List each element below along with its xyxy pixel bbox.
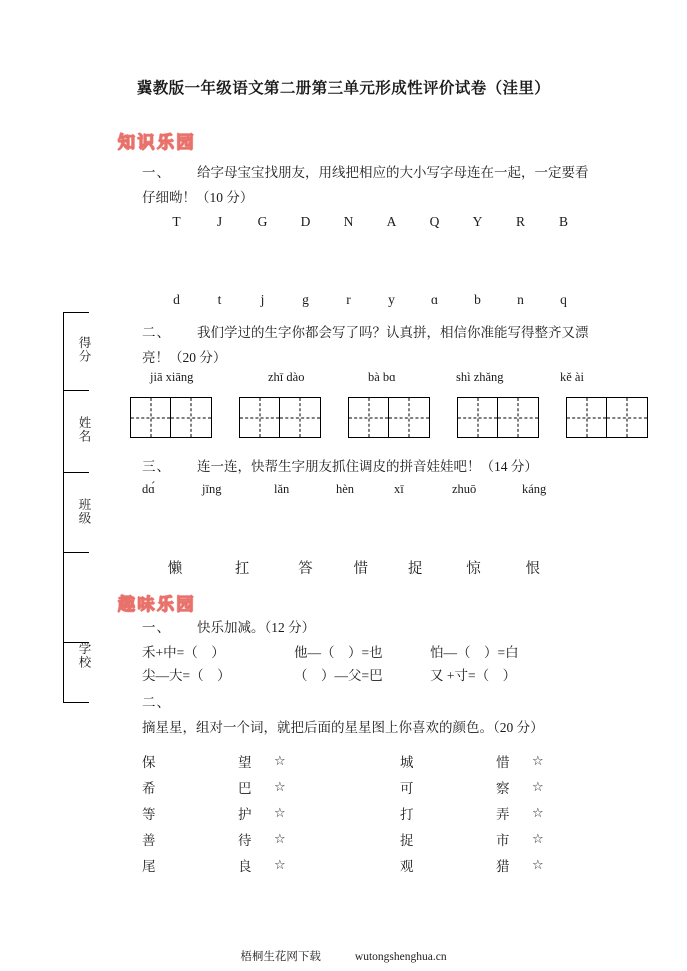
writing-grid-cell[interactable] [171, 397, 212, 438]
star-icon[interactable]: ☆ [274, 857, 286, 873]
star-pair-right-character[interactable]: 市 [496, 833, 510, 848]
arithmetic-row-1 [142, 641, 560, 661]
arithmetic-equation[interactable]: 尖—大=（ ） [142, 668, 231, 683]
writing-grid-cell[interactable] [239, 397, 280, 438]
lowercase-letter: t [217, 292, 222, 307]
star-matching-column-right [400, 748, 544, 878]
uppercase-letter: B [558, 214, 568, 229]
writing-grid-group[interactable] [348, 397, 430, 438]
writing-grid-cell[interactable] [389, 397, 430, 438]
question-body: 我们学过的生字你都会写了吗？认真拼，相信你准能写得整齐又漂亮！（20 分） [142, 325, 589, 365]
star-pair-left-character[interactable]: 尾 [142, 859, 156, 874]
question-number: 一、 [142, 620, 171, 635]
pinyin-group: shì zhǎng [456, 370, 504, 384]
question-number: 二、 [142, 325, 171, 340]
section-stamp-fun: 趣味乐园 [118, 595, 196, 615]
writing-grid-cell[interactable] [348, 397, 389, 438]
star-pair-left-character[interactable]: 可 [400, 781, 414, 796]
rail-label-school: 学校 [77, 642, 91, 669]
star-pair-right-character[interactable]: 猎 [496, 859, 510, 874]
writing-grid-cell[interactable] [130, 397, 171, 438]
matching-character[interactable]: 答 [298, 561, 313, 577]
lowercase-letter: j [260, 292, 265, 307]
star-pair-row [400, 826, 544, 852]
rail-tick [63, 390, 89, 391]
arithmetic-equation[interactable]: 怕—（ ）=白 [430, 645, 519, 660]
arithmetic-equation[interactable]: 禾+中=（ ） [142, 645, 225, 660]
rail-tick [63, 702, 89, 703]
footer [0, 948, 687, 964]
uppercase-letter: J [216, 214, 223, 229]
star-pair-row [142, 800, 286, 826]
rail-label-name: 姓名 [77, 416, 91, 443]
question-1-2-text [142, 320, 594, 370]
page-title: 冀教版一年级语文第二册第三单元形成性评价试卷（洼里） [136, 80, 551, 97]
pinyin-group: bà bɑ [368, 370, 396, 384]
matching-character[interactable]: 懒 [167, 561, 183, 577]
student-info-margin-rail [63, 312, 103, 702]
star-pair-row [400, 800, 544, 826]
arithmetic-equation[interactable]: （ ）—父=巴 [294, 668, 383, 683]
star-pair-left-character[interactable]: 打 [400, 807, 414, 822]
uppercase-letter: G [257, 214, 268, 229]
matching-character[interactable]: 惜 [353, 561, 368, 577]
star-pair-row [142, 774, 286, 800]
writing-grid-group[interactable] [130, 397, 212, 438]
uppercase-letter: Y [472, 214, 483, 229]
matching-character[interactable]: 惊 [466, 561, 481, 577]
star-icon[interactable]: ☆ [274, 831, 286, 847]
lowercase-letter: n [517, 292, 524, 307]
star-icon[interactable]: ☆ [274, 779, 286, 795]
uppercase-letter: D [300, 214, 311, 229]
lowercase-letter: q [560, 292, 567, 307]
star-pair-row [142, 748, 286, 774]
writing-grid-cell[interactable] [498, 397, 539, 438]
writing-grid-cell[interactable] [607, 397, 648, 438]
matching-pinyin[interactable]: zhuō [452, 482, 477, 496]
writing-grid-group[interactable] [566, 397, 648, 438]
question-body: 快乐加减。（12 分） [197, 620, 316, 635]
star-pair-right-character[interactable]: 惜 [496, 755, 510, 770]
arithmetic-equation[interactable]: 他—（ ）=也 [294, 645, 383, 660]
star-pair-left-character[interactable]: 捉 [400, 833, 414, 848]
uppercase-letters-row [155, 214, 585, 230]
uppercase-letter: T [172, 214, 181, 229]
lowercase-letter: ɑ [430, 292, 439, 307]
question-body: 给字母宝宝找朋友，用线把相应的大小写字母连在一起，一定要看仔细呦！（10 分） [142, 165, 589, 205]
star-icon[interactable]: ☆ [532, 805, 544, 821]
star-icon[interactable]: ☆ [532, 857, 544, 873]
matching-pinyin[interactable]: jīng [202, 482, 222, 496]
star-pair-right-character[interactable]: 护 [238, 807, 252, 822]
matching-character[interactable]: 捉 [407, 561, 423, 577]
footer-site: wutongshenghua.cn [354, 951, 447, 963]
question-1-3-text [142, 454, 594, 479]
star-icon[interactable]: ☆ [532, 779, 544, 795]
question-number: 三、 [142, 459, 171, 474]
uppercase-letter: A [386, 214, 397, 229]
star-pair-left-character[interactable]: 善 [142, 833, 156, 848]
lowercase-letter: r [346, 292, 351, 307]
pinyin-row-writing [150, 370, 630, 385]
star-pair-right-character[interactable]: 望 [238, 755, 252, 770]
star-pair-left-character[interactable]: 希 [142, 781, 156, 796]
question-number: 一、 [142, 165, 171, 180]
writing-grid-group[interactable] [239, 397, 321, 438]
matching-character[interactable]: 扛 [234, 561, 250, 577]
star-pair-left-character[interactable]: 城 [400, 755, 414, 770]
star-pair-right-character[interactable]: 良 [238, 859, 252, 874]
footer-source: 梧桐生花网下载 [240, 951, 321, 963]
pinyin-row-matching [142, 482, 582, 497]
lowercase-letter: b [474, 292, 481, 307]
lowercase-letter: g [302, 292, 309, 307]
star-pair-right-character[interactable]: 察 [496, 781, 510, 796]
uppercase-letter: N [343, 214, 354, 229]
rail-label-class: 班级 [77, 498, 91, 525]
lowercase-letters-row [155, 292, 585, 308]
star-icon[interactable]: ☆ [532, 753, 544, 769]
rail-tick [63, 472, 89, 473]
rail-vertical-line [63, 312, 64, 702]
lowercase-letter: d [173, 292, 180, 307]
rail-tick [63, 552, 89, 553]
question-body: 连一连，快帮生字朋友抓住调皮的拼音娃娃吧！（14 分） [197, 459, 538, 474]
pinyin-group: zhī dào [268, 370, 305, 384]
matching-pinyin[interactable]: dɑ́ [142, 482, 155, 496]
star-pair-left-character[interactable]: 等 [142, 807, 156, 822]
matching-character[interactable]: 恨 [525, 561, 541, 577]
star-icon[interactable]: ☆ [274, 805, 286, 821]
star-matching-column-left [142, 748, 286, 878]
star-icon[interactable]: ☆ [274, 753, 286, 769]
star-pair-row [142, 826, 286, 852]
star-pair-row [400, 748, 544, 774]
rail-tick [63, 312, 89, 313]
section-stamp-knowledge: 知识乐园 [118, 133, 196, 153]
question-body: 摘星星，组对一个词，就把后面的星星图上你喜欢的颜色。（20 分） [142, 720, 544, 735]
star-pair-right-character[interactable]: 巴 [238, 781, 252, 796]
writing-grid-row [130, 397, 630, 438]
question-number: 二、 [142, 695, 171, 710]
pinyin-group: kě ài [560, 370, 584, 384]
question-2-2-text [142, 690, 594, 740]
arithmetic-equation[interactable]: 又 +寸=（ ） [430, 668, 517, 683]
matching-pinyin[interactable]: káng [522, 482, 547, 496]
writing-grid-cell[interactable] [566, 397, 607, 438]
star-pair-row [400, 774, 544, 800]
star-pair-row [142, 852, 286, 878]
question-1-1-text [142, 160, 594, 210]
matching-pinyin[interactable]: xī [394, 482, 404, 496]
star-pair-left-character[interactable]: 观 [400, 859, 414, 874]
star-pair-right-character[interactable]: 弄 [496, 807, 510, 822]
matching-pinyin[interactable]: lǎn [274, 482, 290, 496]
pinyin-group: jiā xiāng [150, 370, 194, 384]
arithmetic-row-2 [142, 664, 560, 684]
star-pair-right-character[interactable]: 待 [238, 833, 252, 848]
lowercase-letter: y [388, 292, 395, 307]
uppercase-letter: Q [429, 214, 440, 229]
uppercase-letter: R [515, 214, 525, 229]
writing-grid-group[interactable] [457, 397, 539, 438]
star-pair-left-character[interactable]: 保 [142, 755, 156, 770]
star-pair-row [400, 852, 544, 878]
character-row-matching [142, 557, 562, 578]
rail-label-score: 得分 [77, 336, 91, 363]
question-2-1-text [142, 615, 594, 640]
star-icon[interactable]: ☆ [532, 831, 544, 847]
writing-grid-cell[interactable] [457, 397, 498, 438]
matching-pinyin[interactable]: hèn [336, 482, 355, 496]
writing-grid-cell[interactable] [280, 397, 321, 438]
